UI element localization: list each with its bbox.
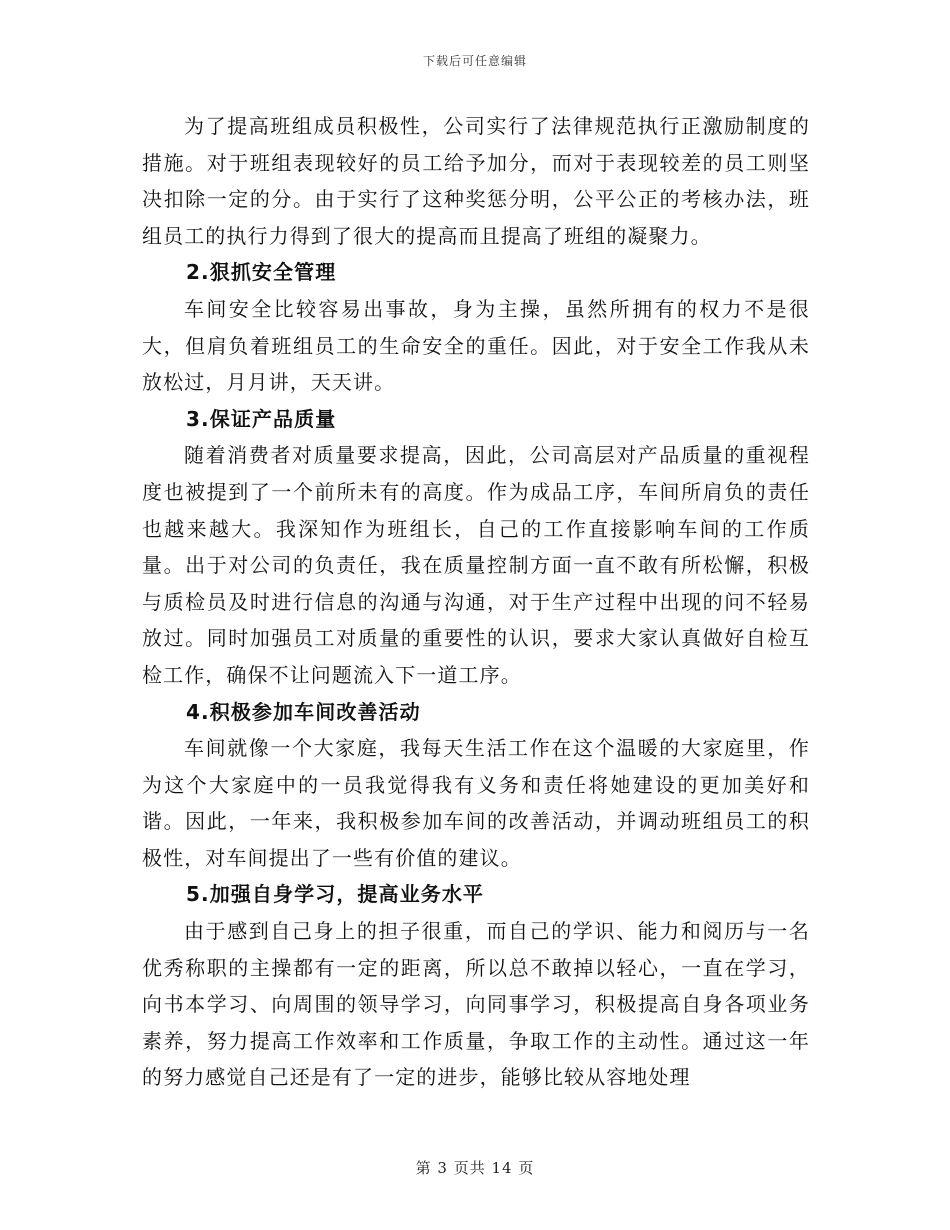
section-heading-safety: 2.狠抓安全管理 [186,260,337,285]
section-heading-learning: 5.加强自身学习，提高业务水平 [186,882,485,907]
section-heading-improvement: 4.积极参加车间改善活动 [186,699,421,724]
paragraph-incentive: 为了提高班组成员积极性，公司实行了法律规范执行正激励制度的措施。对于班组表现较好的员工给予加分，而对于表现较差的员工则坚决扣除一定的分。由于实行了这种奖惩分明，公平公正的考核办法，班组员工的执行力得到了很大的提高而且提高了班组的凝聚力。 [142,114,810,248]
paragraph-learning: 由于感到自己身上的担子很重，而自己的学识、能力和阅历与一名优秀称职的主操都有一定的距离，所以总不敢掉以轻心，一直在学习，向书本学习、向周围的领导学习，向同事学习，积极提高自身各项业务素养，努力提高工作效率和工作质量，争取工作的主动性。通过这一年的努力感觉自己还是有了一定的进步，能够比较从容地处理 [142,919,810,1090]
paragraph-improvement: 车间就像一个大家庭，我每天生活工作在这个温暖的大家庭里，作为这个大家庭中的一员我觉得我有义务和责任将她建设的更加美好和谐。因此，一年来，我积极参加车间的改善活动，并调动班组员工的积极性，对车间提出了一些有价值的建议。 [142,736,810,870]
paragraph-safety: 车间安全比较容易出事故，身为主操，虽然所拥有的权力不是很大，但肩负着班组员工的生命安全的重任。因此，对于安全工作我从未放松过，月月讲，天天讲。 [142,296,810,395]
page-number-footer: 第 3 页共 14 页 [415,1159,535,1177]
section-heading-quality: 3.保证产品质量 [186,406,337,431]
paragraph-quality: 随着消费者对质量要求提高，因此，公司高层对产品质量的重视程度也被提到了一个前所未有的高度。作为成品工序，车间所肩负的责任也越来越大。我深知作为班组长，自己的工作直接影响车间的工作质量。出于对公司的负责任，我在质量控制方面一直不敢有所松懈，积极与质检员及时进行信息的沟通与沟通，对于生产过程中出现的问不轻易放过。同时加强员工对质量的重要性的认识，要求大家认真做好自检互检工作，确保不让问题流入下一道工序。 [142,443,810,687]
document-body [142,108,810,1096]
page-header: 下载后可任意编辑 [422,54,527,68]
